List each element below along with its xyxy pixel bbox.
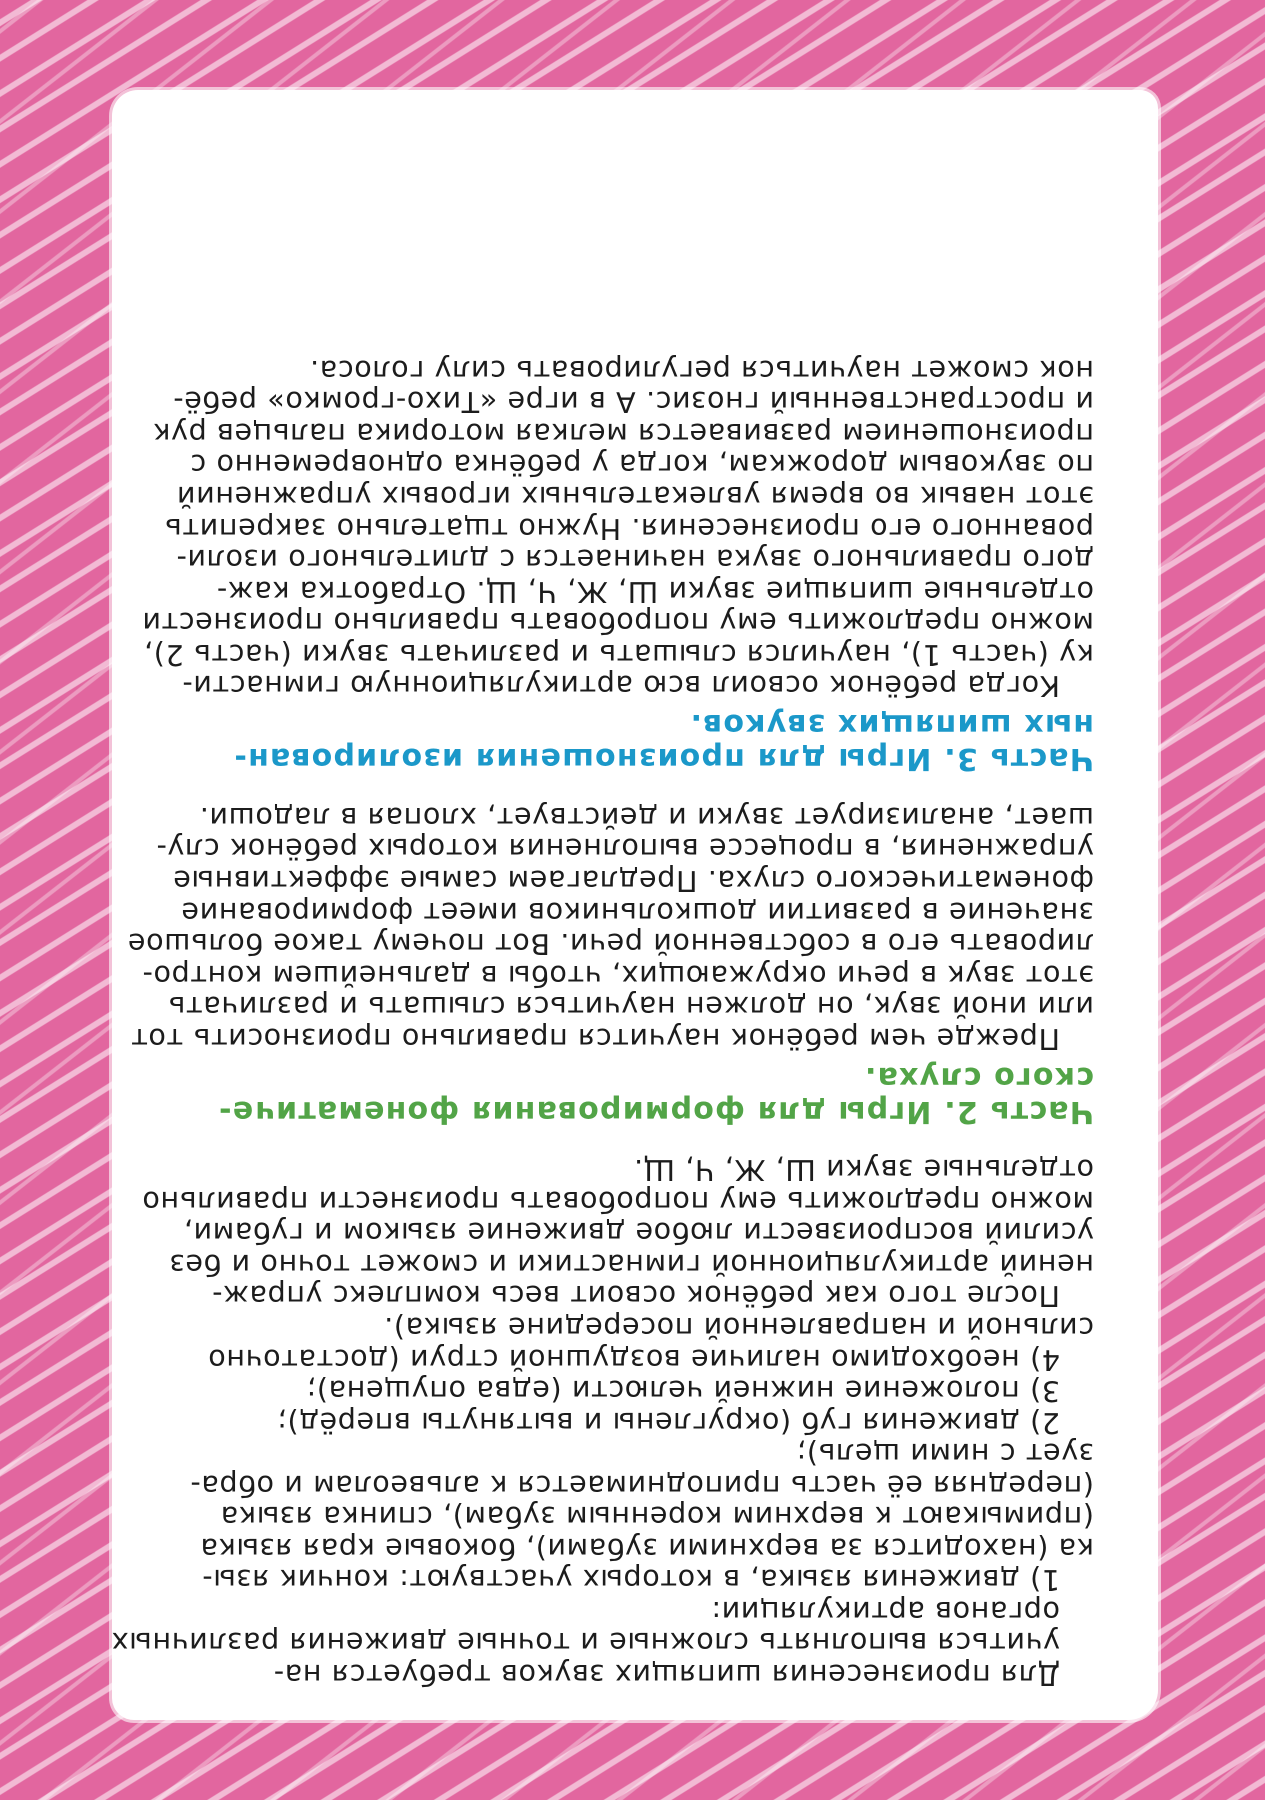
text-line: нок сможет научиться регулировать силу голоса. xyxy=(309,353,1094,388)
text-line: отдельные шипящие звуки Ш, Ж, Ч, Щ. Отработка каж- xyxy=(216,574,1094,609)
text-line: 3) положение нижней челюсти (едва опущена); xyxy=(305,1374,1060,1409)
text-line: и пространственный гнозис. А в игре «Тихо-громко» ребё- xyxy=(172,385,1094,420)
text-line: ку (часть 1), научился слышать и различать звуки (часть 2), xyxy=(143,637,1094,672)
text-line: лировать его в собственной речи. Вот почему такое большое xyxy=(127,927,1094,962)
text-line: Когда ребёнок освоил всю артикуляционную гимнасти- xyxy=(181,669,1060,704)
heading-line: Часть 2. Игры для формирования фонематиче- xyxy=(217,1093,1094,1129)
text-line: Прежде чем ребёнок научится правильно произносить тот xyxy=(130,1021,1060,1056)
text-line: ка (находится за верхними зубами), боковые края языка xyxy=(199,1531,1094,1566)
part2-paragraph xyxy=(127,800,1094,1056)
text-line: нений артикуляционной гимнастики и сможет точно и без xyxy=(169,1247,1094,1282)
heading-line: Часть 3. Игры для произношения изолирован- xyxy=(233,741,1094,777)
part3-heading xyxy=(172,707,1094,775)
text-line: можно предложить ему попробовать правильно произнести xyxy=(141,606,1094,641)
list-item-4 xyxy=(172,1310,1094,1377)
text-line: произношением развивается мелкая моторика пальцев рук xyxy=(152,416,1094,451)
text-line: упражнения, в процессе выполнения которых ребёнок слу- xyxy=(155,832,1094,867)
text-line: шает, анализирует звуки и действует, хлопая в ладоши. xyxy=(199,800,1094,835)
text-line: фонематического слуха. Предлагаем самые эффективные xyxy=(172,863,1094,898)
text-line: После того как ребёнок освоит весь комплекс упраж- xyxy=(211,1279,1060,1314)
text-line: сильной и направленной посередине языка). xyxy=(383,1310,1094,1345)
text-line: Для произнесения шипящих звуков требуется на- xyxy=(273,1658,1060,1692)
text-line: (передняя её часть приподнимается к альвеолам и обра- xyxy=(189,1468,1094,1503)
text-line: 2) движения губ (округлены и вытянуты вперёд); xyxy=(276,1405,1060,1440)
text-line: усилий воспроизвести любое движение языком и губами, xyxy=(183,1216,1094,1251)
text-line: зует с ними щель); xyxy=(795,1437,1094,1472)
text-line: или иной звук, он должен научиться слышать и различать xyxy=(167,990,1094,1025)
text-line: 4) необходимо наличие воздушной струи (достаточно xyxy=(207,1342,1060,1377)
text-line: учиться выполнять сложные и точные движения различных xyxy=(111,1626,1060,1661)
text-line: отдельные звуки Ш, Ж, Ч, Щ. xyxy=(633,1153,1094,1188)
text-line: этот звук в речи окружающих, чтобы в дальнейшем контро- xyxy=(141,958,1094,993)
list-item-3 xyxy=(172,1375,1094,1407)
text-line: (примыкают к верхним коренным зубам), спинка языка xyxy=(220,1500,1094,1535)
intro-paragraph xyxy=(111,1594,1094,1692)
text-line: этот навык во время увлекательных игровых упражнений xyxy=(176,480,1094,515)
text-line: рованного его произнесения. Нужно тщательно закрепить xyxy=(164,511,1094,546)
rotated-text-block xyxy=(112,90,1158,1720)
list-item-2 xyxy=(172,1406,1094,1438)
text-line: значение в развитии дошкольников имеет формирование xyxy=(180,895,1094,930)
heading-line: ных шипящих звуков. xyxy=(689,707,1094,743)
text-line: 1) движения языка, в которых участвуют: кончик язы- xyxy=(201,1563,1060,1598)
text-line: по звуковым дорожкам, когда у ребёнка одновременно с xyxy=(189,448,1094,483)
part3-paragraph xyxy=(141,353,1094,704)
heading-line: ского слуха. xyxy=(863,1059,1094,1095)
part2-heading xyxy=(172,1060,1094,1128)
text-line: дого правильного звука начинается с длительного изоли- xyxy=(175,543,1094,578)
after-list-paragraph xyxy=(141,1153,1094,1314)
text-line: можно предложить ему попробовать произнести правильно xyxy=(141,1184,1094,1219)
text-line: органов артикуляции: xyxy=(710,1594,1060,1629)
list-item-1 xyxy=(172,1438,1094,1596)
